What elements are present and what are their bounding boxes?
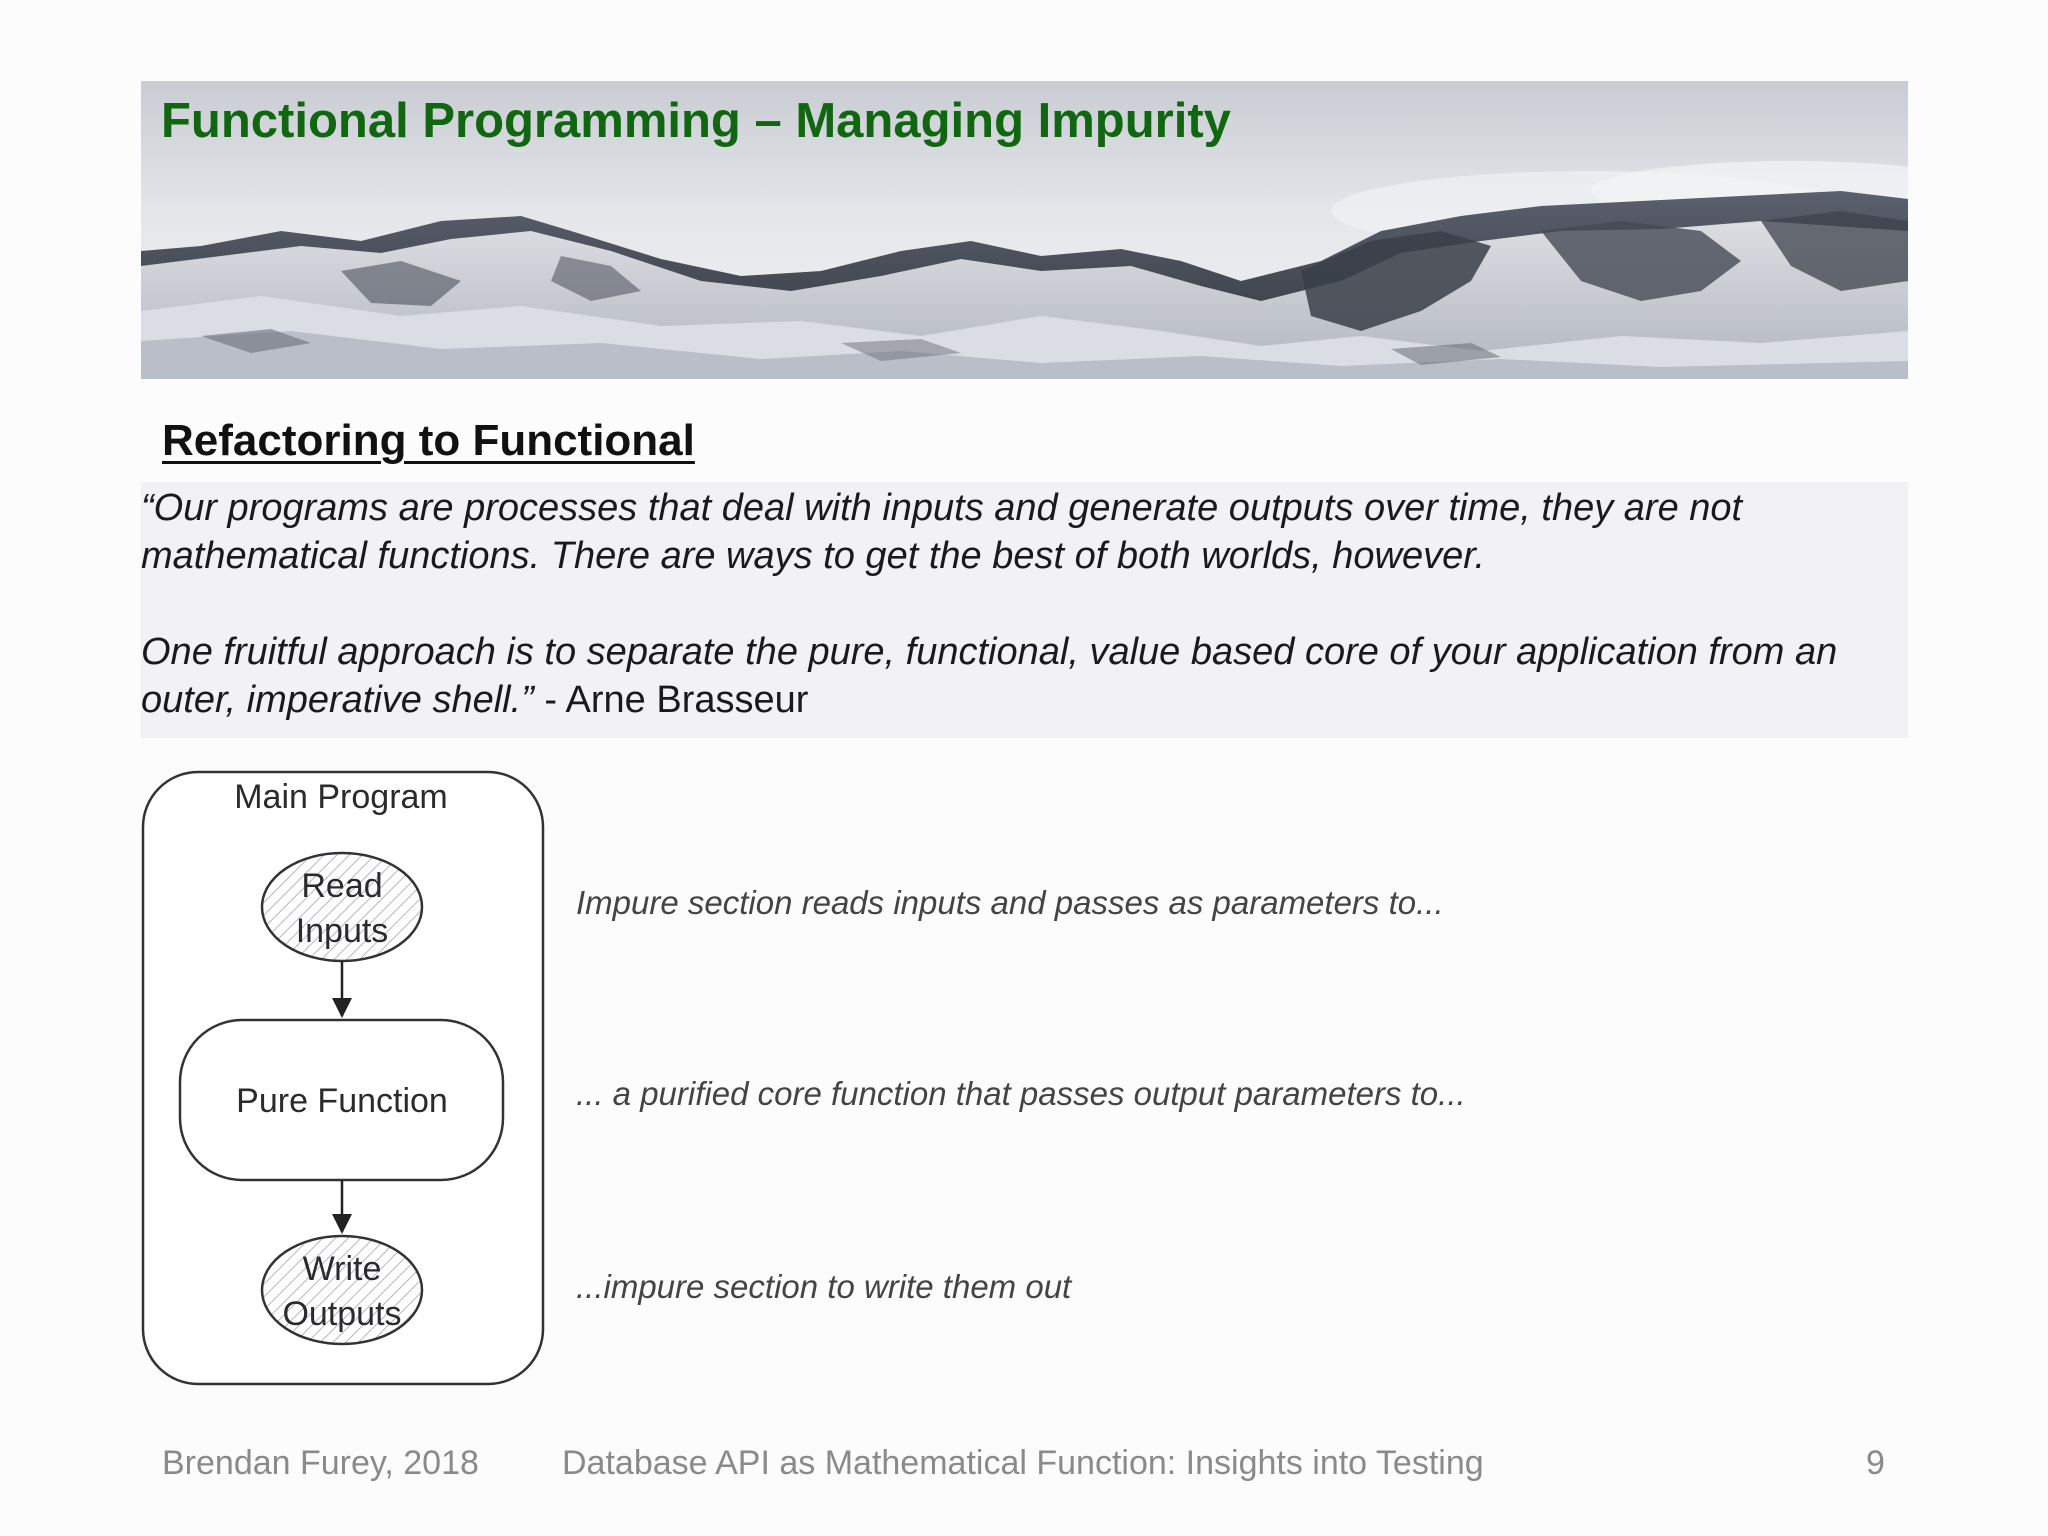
main-program-diagram: [141, 770, 546, 1388]
quote-paragraph-2: [141, 628, 1908, 724]
page-number: 9: [1866, 1444, 1885, 1482]
write-outputs-label-line1: Write: [302, 1250, 382, 1288]
caption-pure-function: ... a purified core function that passes output parameters to...: [576, 1075, 1466, 1112]
read-inputs-label-line1: Read: [301, 867, 383, 905]
caption-read-inputs: Impure section reads inputs and passes as parameters to...: [576, 884, 1444, 921]
quote-block: [141, 482, 1908, 738]
pure-function-label: Pure Function: [236, 1082, 448, 1120]
quote-attribution: - Arne Brasseur: [533, 679, 809, 721]
quote-paragraph-1: [141, 484, 1908, 580]
read-inputs-label-line2: Inputs: [295, 912, 389, 950]
caption-write-outputs: ...impure section to write them out: [576, 1268, 1072, 1305]
write-outputs-label-line2: Outputs: [282, 1295, 402, 1333]
quote-text-2: One fruitful approach is to separate the pure, functional, value based core of your application from an outer, imperative shell.”: [141, 631, 1838, 721]
main-program-label: Main Program: [234, 778, 448, 816]
section-heading: Refactoring to Functional: [162, 416, 695, 465]
footer-presentation-title: Database API as Mathematical Function: Insights into Testing: [562, 1444, 1484, 1482]
quote-text-1: “Our programs are processes that deal with inputs and generate outputs over time, they are not mathematical functions. There are ways to get the best of both worlds, however.: [141, 487, 1743, 577]
header-banner: [141, 81, 1908, 379]
footer-author: Brendan Furey, 2018: [162, 1444, 479, 1482]
slide-title: Functional Programming – Managing Impurity: [161, 94, 1231, 148]
